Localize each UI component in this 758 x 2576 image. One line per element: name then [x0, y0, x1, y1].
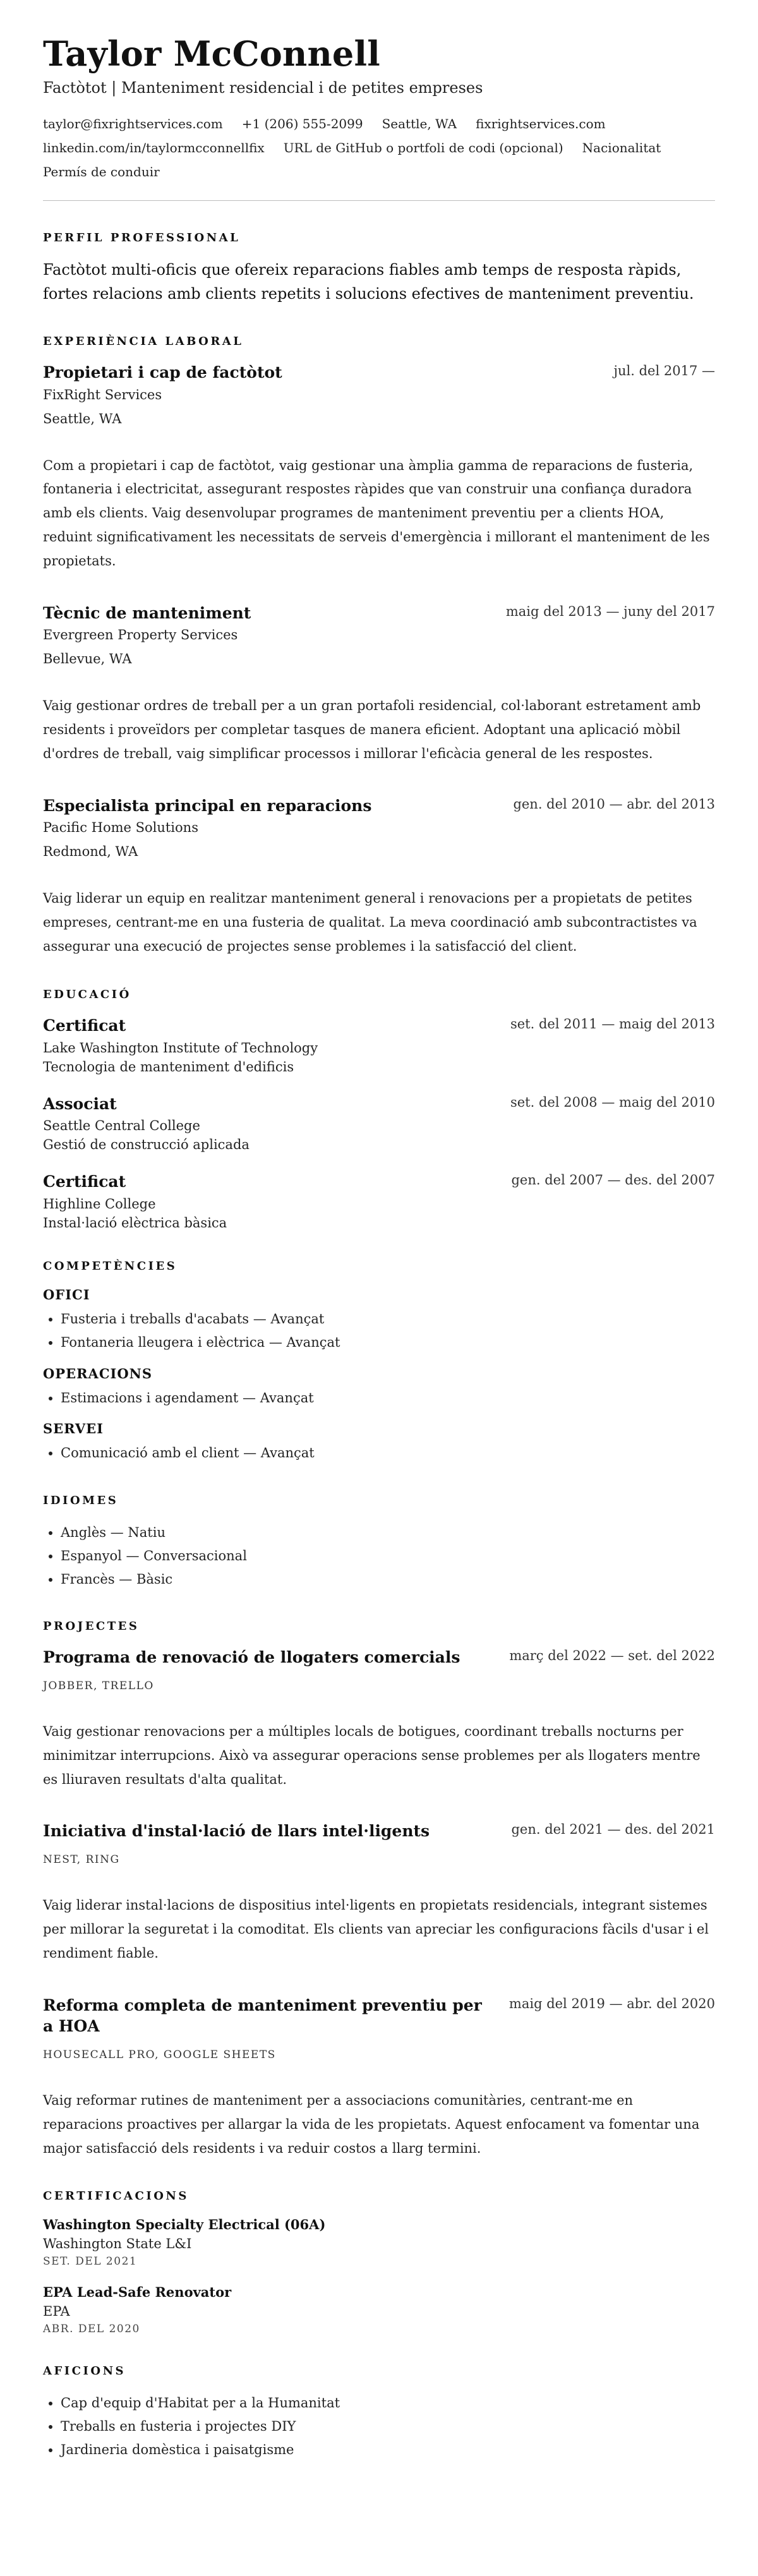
job-title: Propietari i cap de factòtot	[43, 363, 282, 382]
education-heading: EDUCACIÓ	[43, 987, 131, 1001]
field-of-study: Tecnologia de manteniment d'edificis	[43, 1059, 294, 1074]
contact-website[interactable]: fixrightservices.com	[476, 116, 606, 132]
education-date: set. del 2008 — maig del 2010	[510, 1094, 715, 1110]
job-description: Vaig liderar un equip en realitzar manteniment general i renovacions per a propietats de petites empreses, centrant-me en una fusteria de qualitat. La meva coordinació amb subcontractistes va assegurar una execució de projectes sense problemes i la satisfacció del client.	[43, 891, 697, 954]
skill-list	[43, 1308, 715, 1354]
skill-category: SERVEI	[43, 1421, 104, 1437]
job-company: FixRight Services	[43, 387, 162, 402]
language-item: • Espanyol — Conversacional	[61, 1544, 715, 1568]
candidate-name: Taylor McConnell	[43, 33, 380, 74]
experience-heading: EXPERIÈNCIA LABORAL	[43, 334, 244, 348]
skill-item: • Fontaneria lleugera i elèctrica — Avançat	[61, 1331, 715, 1354]
skill-item: • Fusteria i treballs d'acabats — Avançat	[61, 1308, 715, 1331]
header-divider	[43, 200, 715, 201]
languages-heading: IDIOMES	[43, 1494, 119, 1508]
contact-info	[43, 112, 715, 184]
school: Lake Washington Institute of Technology	[43, 1040, 318, 1056]
job-entry	[43, 603, 715, 766]
project-entry	[43, 1647, 715, 1791]
languages-section	[43, 1494, 715, 1591]
education-section	[43, 988, 715, 1231]
contact-linkedin[interactable]: linkedin.com/in/taylormcconnellfix	[43, 140, 265, 156]
job-entry	[43, 362, 715, 574]
skill-list	[43, 1387, 715, 1410]
project-date: maig del 2019 — abr. del 2020	[508, 1995, 715, 2011]
contact-phone[interactable]: +1 (206) 555-2099	[241, 116, 363, 132]
contact-location: Seattle, WA	[382, 116, 457, 132]
skills-section	[43, 1260, 715, 1465]
certifications-section	[43, 2189, 715, 2335]
hobbies-section	[43, 2364, 715, 2461]
job-company: Evergreen Property Services	[43, 627, 238, 643]
hobbies-heading: AFICIONS	[43, 2364, 126, 2378]
certifications-heading: CERTIFICACIONS	[43, 2189, 189, 2203]
skills-heading: COMPETÈNCIES	[43, 1260, 177, 1273]
job-description: Com a propietari i cap de factòtot, vaig gestionar una àmplia gamma de reparacions de fusteria, fontaneria i electricitat, assegurant respostes ràpides que van construir una confiança duradora amb els clients. Vaig desenvolupar programes de manteniment preventiu per a clients HOA, reduint significativament les necessitats de serveis d'emergència i millorant el manteniment de les propietats.	[43, 457, 710, 569]
certification-date: SET. DEL 2021	[43, 2255, 138, 2268]
summary-text: Factòtot multi-oficis que ofereix reparacions fiables amb temps de resposta ràpids, fortes relacions amb clients repetits i solucions efectives de manteniment preventiu.	[43, 261, 694, 303]
skill-item: • Comunicació amb el client — Avançat	[61, 1441, 715, 1465]
contact-nationality: Nacionalitat	[582, 140, 661, 156]
projects-heading: PROJECTES	[43, 1620, 140, 1634]
skill-category: OPERACIONS	[43, 1365, 153, 1381]
hobby-item: • Jardineria domèstica i paisatgisme	[61, 2438, 715, 2462]
experience-section	[43, 335, 715, 959]
certification-entry	[43, 2217, 715, 2268]
project-title: Reforma completa de manteniment preventiu per a HOA	[43, 1995, 482, 2036]
education-entry	[43, 1015, 715, 1074]
education-entry	[43, 1093, 715, 1153]
certification-date: ABR. DEL 2020	[43, 2323, 140, 2336]
certification-issuer: Washington State L&I	[43, 2236, 192, 2252]
project-title: Programa de renovació de llogaters comercials	[43, 1648, 460, 1667]
project-entry	[43, 1995, 715, 2161]
field-of-study: Gestió de construcció aplicada	[43, 1137, 250, 1153]
job-entry	[43, 795, 715, 959]
job-description: Vaig gestionar ordres de treball per a un gran portafoli residencial, col·laborant estretament amb residents i proveïdors per completar tasques de manera eficient. Adoptant una aplicació mòbil d'ordres de treball, vaig simplificar processos i millorar l'eficàcia general de les respostes.	[43, 698, 701, 761]
certification-title: Washington Specialty Electrical (06A)	[43, 2217, 326, 2233]
language-item: • Anglès — Natiu	[61, 1521, 715, 1544]
hobby-item: • Cap d'equip d'Habitat per a la Humanitat	[61, 2392, 715, 2415]
skill-list	[43, 1441, 715, 1465]
contact-license: Permís de conduir	[43, 164, 160, 180]
job-title: Tècnic de manteniment	[43, 603, 251, 622]
job-date: gen. del 2010 — abr. del 2013	[513, 796, 715, 812]
contact-email[interactable]: taylor@fixrightservices.com	[43, 116, 223, 132]
degree: Certificat	[43, 1016, 126, 1035]
project-title: Iniciativa d'instal·lació de llars intel·ligents	[43, 1822, 430, 1841]
certification-entry	[43, 2284, 715, 2335]
education-date: set. del 2011 — maig del 2013	[510, 1016, 715, 1032]
degree: Associat	[43, 1094, 117, 1113]
job-location: Seattle, WA	[43, 411, 122, 426]
resume-header	[43, 35, 715, 184]
education-date: gen. del 2007 — des. del 2007	[511, 1172, 715, 1188]
project-tech: HOUSECALL PRO, GOOGLE SHEETS	[43, 2049, 276, 2062]
field-of-study: Instal·lació elèctrica bàsica	[43, 1215, 227, 1231]
education-entry	[43, 1171, 715, 1231]
certification-issuer: EPA	[43, 2304, 70, 2320]
project-description: Vaig reformar rutines de manteniment per a associacions comunitàries, centrant-me en reparacions proactives per allargar la vida de les propietats. Aquest enfocament va fomentar una major satisfacció dels residents i va reduir costos a llarg termini.	[43, 2093, 700, 2156]
school: Highline College	[43, 1196, 156, 1212]
skill-category: OFICI	[43, 1287, 90, 1303]
summary-section	[43, 231, 715, 305]
project-tech: JOBBER, TRELLO	[43, 1680, 154, 1693]
contact-portfolio[interactable]: URL de GitHub o portfoli de codi (opcional)	[283, 140, 563, 156]
degree: Certificat	[43, 1172, 126, 1191]
summary-heading: PERFIL PROFESSIONAL	[43, 231, 241, 245]
job-date: maig del 2013 — juny del 2017	[505, 603, 715, 619]
project-tech: NEST, RING	[43, 1853, 120, 1867]
school: Seattle Central College	[43, 1118, 200, 1134]
project-date: març del 2022 — set. del 2022	[509, 1648, 715, 1664]
headline: Factòtot | Manteniment residencial i de petites empreses	[43, 79, 483, 97]
projects-section	[43, 1620, 715, 2160]
certification-title: EPA Lead-Safe Renovator	[43, 2284, 232, 2301]
project-description: Vaig gestionar renovacions per a múltiples locals de botigues, coordinant treballs nocturns per minimitzar interrupcions. Això va assegurar operacions sense problemes per als llogaters mentre es lliuraven resultats d'alta qualitat.	[43, 1724, 701, 1787]
job-location: Redmond, WA	[43, 844, 138, 860]
project-description: Vaig liderar instal·lacions de dispositius intel·ligents en propietats residencials, integrant sistemes per millorar la seguretat i la comoditat. Els clients van apreciar les configuracions fàcils d'usar i el rendiment fiable.	[43, 1898, 709, 1961]
job-company: Pacific Home Solutions	[43, 820, 198, 836]
job-title: Especialista principal en reparacions	[43, 796, 372, 815]
skill-item: • Estimacions i agendament — Avançat	[61, 1387, 715, 1410]
project-date: gen. del 2021 — des. del 2021	[511, 1822, 715, 1838]
project-entry	[43, 1821, 715, 1965]
hobby-list	[43, 2392, 715, 2461]
hobby-item: • Treballs en fusteria i projectes DIY	[61, 2415, 715, 2438]
job-location: Bellevue, WA	[43, 651, 132, 667]
language-list	[43, 1521, 715, 1591]
language-item: • Francès — Bàsic	[61, 1568, 715, 1591]
job-date: jul. del 2017 —	[613, 363, 715, 378]
